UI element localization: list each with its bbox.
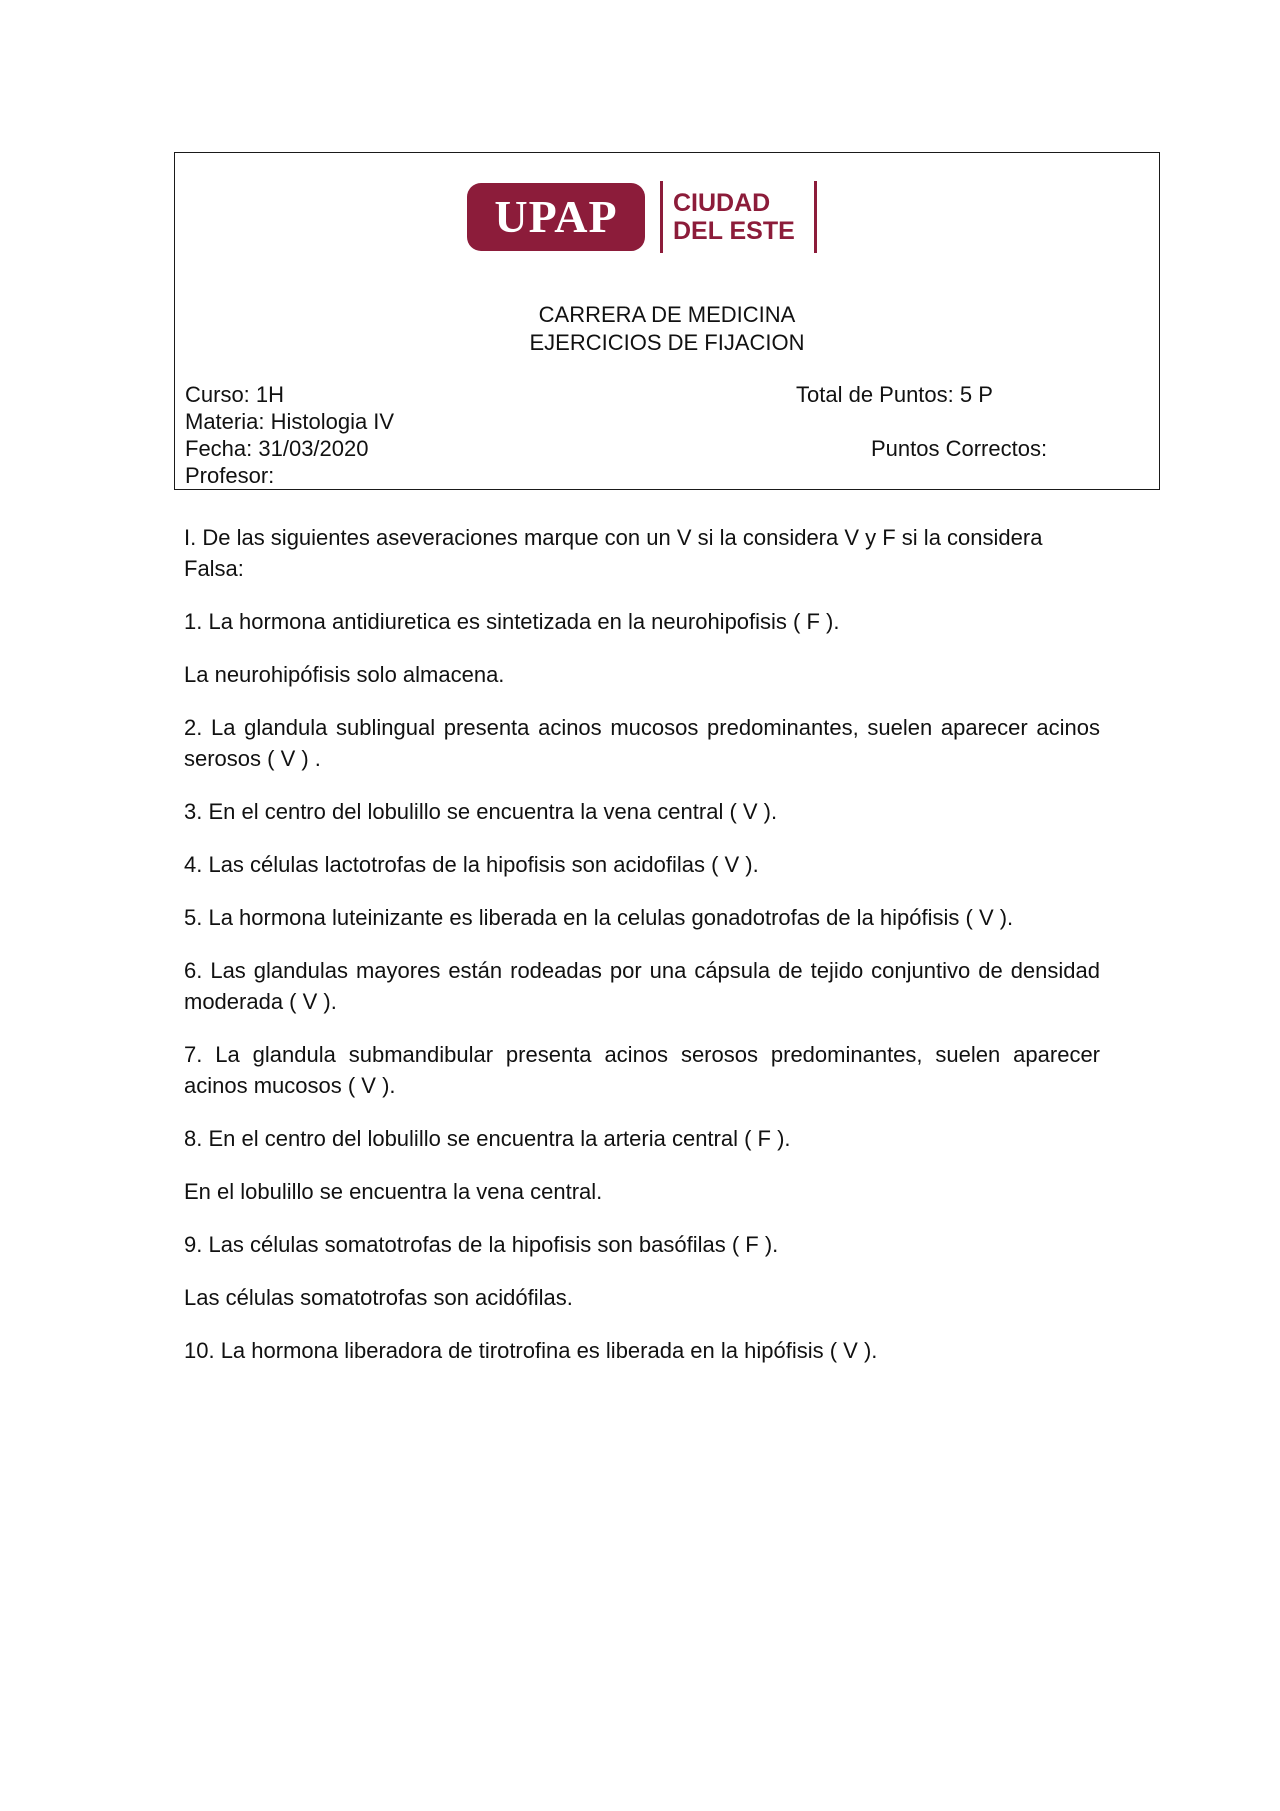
item-4: 4. Las células lactotrofas de la hipofisis son acidofilas ( V ). bbox=[184, 852, 759, 877]
title-line-1: CARRERA DE MEDICINA bbox=[538, 302, 796, 327]
fecha-label: Fecha: 31/03/2020 bbox=[185, 436, 369, 461]
instructions-text: I. De las siguientes aseveraciones marque con un V si la considera V y F si la considera Falsa: bbox=[184, 525, 1043, 581]
item-7: 7. La glandula submandibular presenta acinos serosos predominantes, suelen aparecer acinos mucosos ( V ). bbox=[184, 1042, 1100, 1098]
curso-label: Curso: 1H bbox=[185, 382, 285, 407]
item-2: 2. La glandula sublingual presenta acinos mucosos predominantes, suelen aparecer acinos serosos ( V ) . bbox=[184, 715, 1100, 771]
logo-upap-badge: UPAP bbox=[467, 183, 645, 251]
item-1-note: La neurohipófisis solo almacena. bbox=[184, 662, 505, 687]
puntos-correctos-label: Puntos Correctos: bbox=[871, 436, 1048, 461]
item-5: 5. La hormona luteinizante es liberada en la celulas gonadotrofas de la hipófisis ( V ). bbox=[184, 905, 1014, 930]
upap-logo bbox=[467, 181, 827, 253]
header-box bbox=[174, 152, 1160, 490]
item-8: 8. En el centro del lobulillo se encuentra la arteria central ( F ). bbox=[184, 1126, 791, 1151]
logo-city-text bbox=[673, 189, 795, 245]
total-puntos-label: Total de Puntos: 5 P bbox=[796, 382, 993, 407]
item-1: 1. La hormona antidiuretica es sintetizada en la neurohipofisis ( F ). bbox=[184, 609, 840, 634]
profesor-label: Profesor: bbox=[185, 463, 275, 488]
materia-label: Materia: Histologia IV bbox=[185, 409, 395, 434]
item-9-note: Las células somatotrofas son acidófilas. bbox=[184, 1285, 573, 1310]
item-8-note: En el lobulillo se encuentra la vena central. bbox=[184, 1179, 603, 1204]
item-10: 10. La hormona liberadora de tirotrofina es liberada en la hipófisis ( V ). bbox=[184, 1338, 878, 1363]
logo-city-line2: DEL ESTE bbox=[673, 217, 795, 245]
title-line-2: EJERCICIOS DE FIJACION bbox=[529, 330, 805, 355]
logo-divider-right bbox=[814, 181, 817, 253]
exercise-body bbox=[184, 522, 1100, 1388]
logo-divider-left bbox=[660, 181, 663, 253]
document-title bbox=[175, 301, 1159, 357]
logo-city-line1: CIUDAD bbox=[673, 189, 771, 217]
item-6: 6. Las glandulas mayores están rodeadas por una cápsula de tejido conjuntivo de densidad moderada ( V ). bbox=[184, 958, 1100, 1014]
item-3: 3. En el centro del lobulillo se encuentra la vena central ( V ). bbox=[184, 799, 778, 824]
item-9: 9. Las células somatotrofas de la hipofisis son basófilas ( F ). bbox=[184, 1232, 779, 1257]
